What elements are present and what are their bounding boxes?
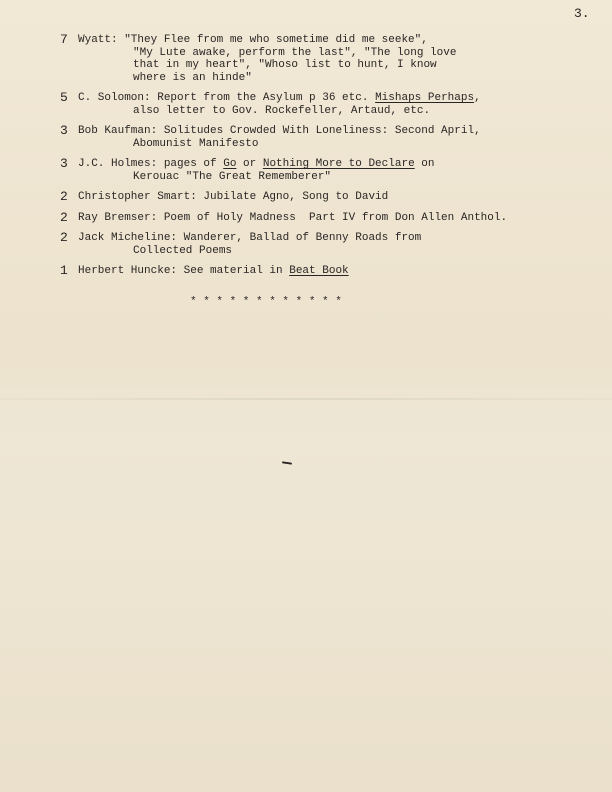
underlined-title: Mishaps Perhaps: [375, 92, 475, 104]
entry-text: where is an hinde": [133, 71, 252, 84]
entry-line: [60, 171, 507, 184]
list-item: [60, 158, 507, 183]
entry-line: [60, 125, 507, 138]
entry-text: C. Solomon: Report from the Asylum p 36 etc.: [78, 92, 376, 104]
entry-text: on: [414, 158, 435, 170]
entry-line: [60, 265, 507, 278]
entry-text: J.C. Holmes: pages of: [78, 158, 224, 170]
list-item: [60, 191, 507, 204]
rank-number: 3: [60, 156, 68, 171]
entry-text: Bob Kaufman: Solitudes Crowded With Loneliness: Second April,: [78, 125, 481, 137]
entry-text: also letter to Gov. Rockefeller, Artaud, etc.: [133, 104, 431, 117]
entry-text: Ray Bremser: Poem of Holy Madness Part IV from Don Allen Anthol.: [78, 211, 508, 224]
entry-text: ,: [474, 92, 481, 104]
entry-line: [60, 209, 508, 225]
page-number: 3.: [574, 6, 590, 21]
entry-text: or: [236, 158, 263, 170]
list-item: [60, 265, 507, 278]
entry-text: "My Lute awake, perform the last", "The long love: [133, 46, 457, 59]
list-item: [60, 232, 507, 257]
list-item: [60, 125, 507, 150]
entry-line: [60, 232, 507, 245]
entry-line: [60, 72, 507, 85]
rank-number: 2: [60, 209, 68, 225]
rank-number: 3: [60, 123, 68, 138]
entry-text: Herbert Huncke: See material in: [78, 265, 290, 277]
rank-number: 7: [60, 32, 68, 47]
entry-text: Kerouac "The Great Rememberer": [133, 170, 332, 183]
underlined-title: Beat Book: [289, 265, 349, 277]
entry-line: [60, 245, 507, 258]
underlined-title: Go: [223, 158, 237, 170]
reading-list: [60, 34, 507, 286]
rank-number: 1: [60, 263, 68, 278]
rank-number: 2: [60, 230, 68, 245]
rank-number: 5: [60, 90, 68, 105]
entry-line: [60, 34, 507, 47]
entry-line: [60, 47, 507, 60]
entry-text: Collected Poems: [133, 244, 233, 257]
list-item: [60, 209, 508, 225]
entry-text: Wyatt: "They Flee from me who sometime did me seeke",: [78, 34, 428, 46]
entry-text: Jack Micheline: Wanderer, Ballad of Benny Roads from: [78, 232, 422, 244]
entry-line: [60, 158, 507, 171]
paper-fold: [0, 398, 612, 400]
entry-line: [60, 105, 507, 118]
entry-line: [60, 59, 507, 72]
list-item: [60, 34, 507, 84]
entry-text: that in my heart", "Whoso list to hunt, I know: [133, 59, 437, 71]
asterisk-separator: * * * * * * * * * * * *: [190, 296, 342, 308]
rank-number: 2: [60, 189, 68, 204]
entry-text: Christopher Smart: Jubilate Agno, Song to David: [78, 191, 389, 203]
underlined-title: Nothing More to Declare: [262, 158, 415, 170]
list-item: [60, 92, 507, 117]
entry-line: [60, 191, 507, 204]
entry-line: [60, 92, 507, 105]
entry-text: Abomunist Manifesto: [133, 137, 259, 150]
typewriter-mark: [282, 461, 292, 464]
entry-line: [60, 138, 507, 151]
